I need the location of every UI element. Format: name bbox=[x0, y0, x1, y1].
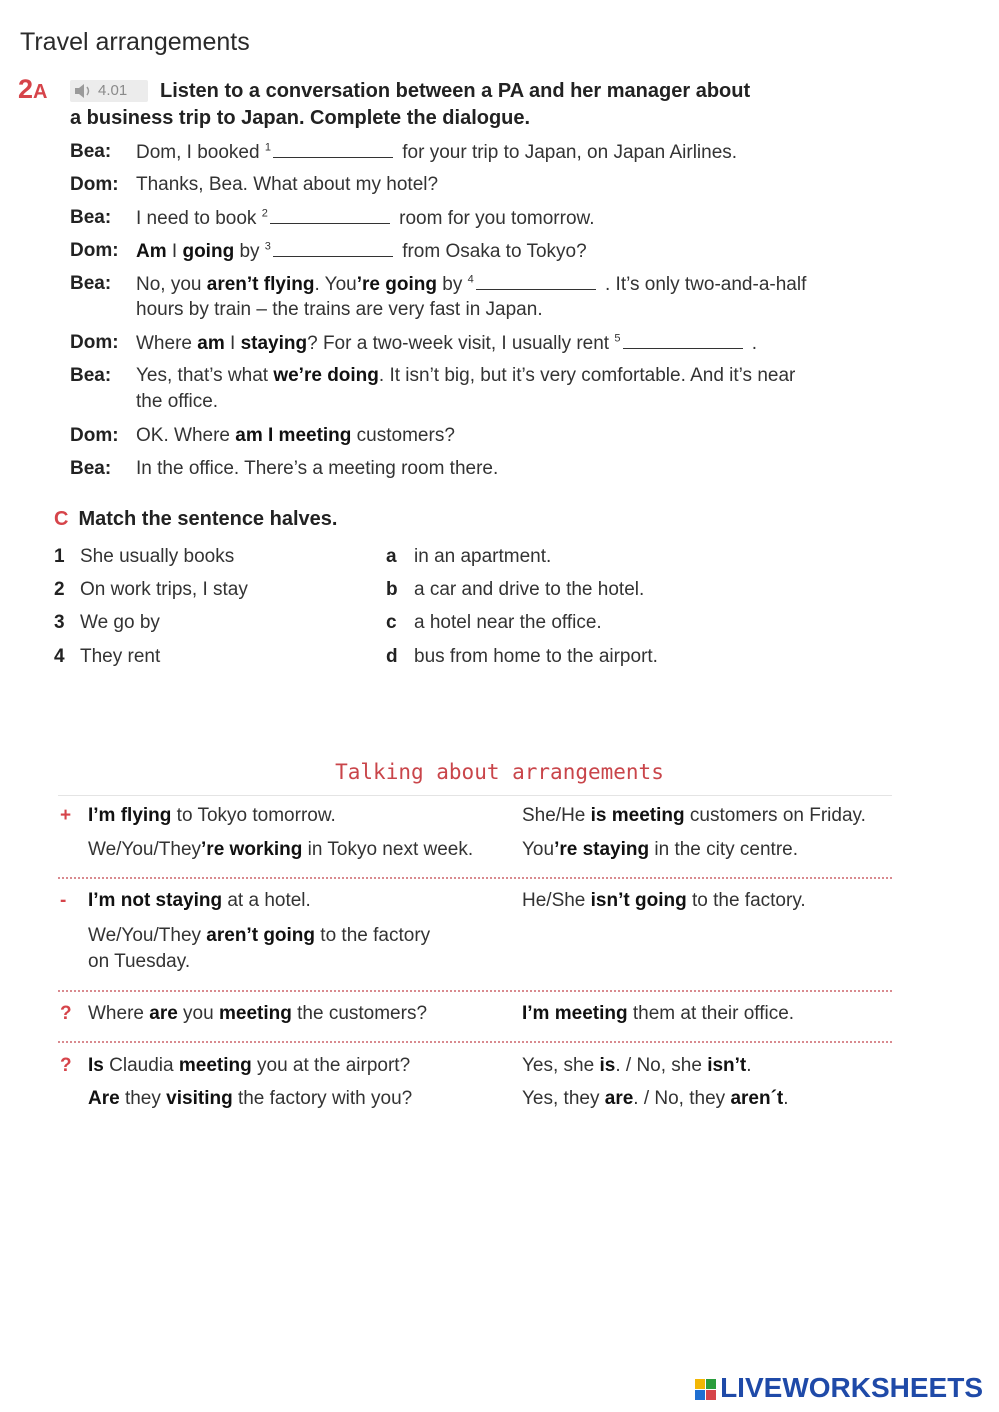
speaker-label: Dom: bbox=[70, 240, 119, 261]
page-title: Travel arrangements bbox=[20, 28, 250, 56]
gap-2-input[interactable] bbox=[270, 207, 390, 224]
table-row: Yes, she is. / No, she isn’t. bbox=[522, 1055, 752, 1076]
instruction-line-1: Listen to a conversation between a PA and her manager about bbox=[160, 80, 751, 102]
speaker-label: Bea: bbox=[70, 458, 112, 479]
table-divider bbox=[58, 1041, 892, 1043]
liveworksheets-logo: LIVEWORKSHEETS bbox=[695, 1372, 983, 1404]
match-left-item: 4 They rent bbox=[54, 646, 161, 667]
match-right-item: c a hotel near the office. bbox=[386, 612, 602, 633]
table-row: We/You/They’re working in Tokyo next week. bbox=[88, 839, 474, 860]
table-row: Yes, they are. / No, they aren´t. bbox=[522, 1088, 789, 1109]
instruction-line-2: a business trip to Japan. Complete the dialogue. bbox=[70, 107, 531, 129]
speaker-label: Dom: bbox=[70, 174, 119, 195]
table-row: I’m flying to Tokyo tomorrow. bbox=[88, 805, 336, 826]
speaker-label: Bea: bbox=[70, 365, 112, 386]
match-left-item: 2 On work trips, I stay bbox=[54, 579, 248, 600]
speaker-icon bbox=[74, 83, 96, 103]
table-row: You’re staying in the city centre. bbox=[522, 839, 799, 860]
minus-symbol: - bbox=[60, 890, 67, 911]
match-right-item: d bus from home to the airport. bbox=[386, 646, 658, 667]
table-row: on Tuesday. bbox=[88, 951, 191, 972]
speaker-label: Bea: bbox=[70, 207, 112, 228]
match-left-item: 1 She usually books bbox=[54, 546, 235, 567]
exercise-c-heading: C Match the sentence halves. bbox=[54, 508, 338, 530]
table-row: Are they visiting the factory with you? bbox=[88, 1088, 413, 1109]
speaker-label: Bea: bbox=[70, 141, 112, 162]
grammar-table-title: Talking about arrangements bbox=[335, 760, 664, 784]
table-top-divider bbox=[58, 795, 892, 796]
table-divider bbox=[58, 990, 892, 992]
speaker-label: Dom: bbox=[70, 425, 119, 446]
match-left-item: 3 We go by bbox=[54, 612, 160, 633]
match-right-item: b a car and drive to the hotel. bbox=[386, 579, 645, 600]
gap-5-input[interactable] bbox=[623, 332, 743, 349]
speaker-label: Bea: bbox=[70, 273, 112, 294]
liveworksheets-logo-icon bbox=[695, 1379, 717, 1401]
table-divider bbox=[58, 877, 892, 879]
audio-track-number: 4.01 bbox=[98, 82, 128, 99]
table-row: She/He is meeting customers on Friday. bbox=[522, 805, 866, 826]
gap-3-input[interactable] bbox=[273, 240, 393, 257]
plus-symbol: + bbox=[60, 805, 72, 826]
question-symbol: ? bbox=[60, 1003, 72, 1024]
table-row: We/You/They aren’t going to the factory bbox=[88, 925, 431, 946]
gap-4-input[interactable] bbox=[476, 273, 596, 290]
speaker-label: Dom: bbox=[70, 332, 119, 353]
table-row: He/She isn’t going to the factory. bbox=[522, 890, 806, 911]
gap-1-input[interactable] bbox=[273, 141, 393, 158]
audio-track-button[interactable] bbox=[70, 80, 148, 102]
match-right-item: a in an apartment. bbox=[386, 546, 552, 567]
question-symbol: ? bbox=[60, 1055, 72, 1076]
table-row: Is Claudia meeting you at the airport? bbox=[88, 1055, 411, 1076]
table-row: Where are you meeting the customers? bbox=[88, 1003, 428, 1024]
table-row: I’m meeting them at their office. bbox=[522, 1003, 795, 1024]
exercise-number: 2A bbox=[18, 74, 48, 104]
table-row: I’m not staying at a hotel. bbox=[88, 890, 311, 911]
